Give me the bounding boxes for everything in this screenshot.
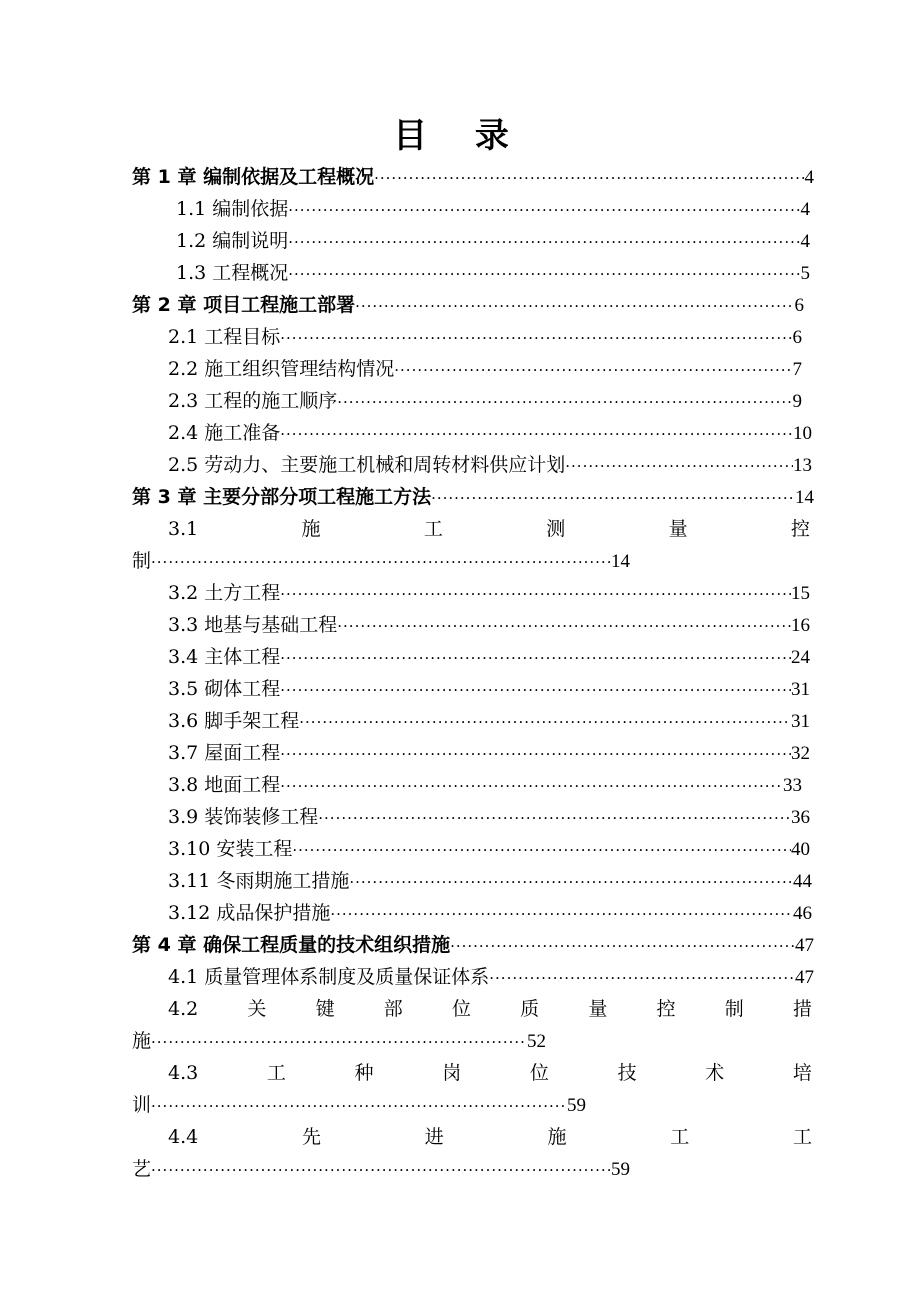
toc-entry-chapter-4[interactable] bbox=[132, 929, 814, 961]
toc-entry-label: 3.8 地面工程 bbox=[168, 774, 281, 796]
toc-entry-1-3[interactable] bbox=[176, 257, 810, 289]
toc-entry-page: 46 bbox=[793, 903, 812, 924]
dot-leader bbox=[280, 770, 783, 802]
toc-entry-3-9[interactable] bbox=[168, 801, 810, 833]
toc-entry-4-3-line2[interactable] bbox=[132, 1089, 586, 1121]
toc-entry-char: 测 bbox=[546, 518, 566, 540]
toc-entry-char: 施 bbox=[547, 1126, 567, 1148]
toc-entry-3-3[interactable] bbox=[168, 609, 810, 641]
toc-entry-page: 59 bbox=[611, 1159, 630, 1180]
toc-entry-label: 第 2 章 项目工程施工部署 bbox=[132, 294, 356, 316]
toc-entry-page: 31 bbox=[791, 711, 810, 732]
toc-entry-label: 1.2 编制说明 bbox=[176, 230, 289, 252]
toc-entry-page: 44 bbox=[793, 871, 812, 892]
dot-leader bbox=[288, 226, 800, 258]
toc-entry-page: 4 bbox=[804, 167, 814, 188]
dot-leader bbox=[330, 898, 793, 930]
dot-leader bbox=[151, 1026, 527, 1058]
dot-leader bbox=[280, 322, 792, 354]
toc-entry-label: 3.2 土方工程 bbox=[168, 582, 281, 604]
toc-entry-char: 位 bbox=[451, 998, 471, 1020]
toc-entry-label: 2.4 施工准备 bbox=[168, 422, 281, 444]
toc-entry-page: 52 bbox=[527, 1031, 546, 1052]
toc-entry-page: 36 bbox=[791, 807, 810, 828]
toc-entry-char: 量 bbox=[668, 518, 688, 540]
toc-entry-page: 4 bbox=[800, 231, 810, 252]
toc-entry-label: 3.7 屋面工程 bbox=[168, 742, 281, 764]
toc-entry-label: 3.12 成品保护措施 bbox=[168, 902, 331, 924]
toc-entry-3-4[interactable] bbox=[168, 641, 810, 673]
dot-leader bbox=[394, 354, 792, 386]
toc-entry-3-7[interactable] bbox=[168, 737, 810, 769]
toc-entry-char: 进 bbox=[424, 1126, 444, 1148]
toc-entry-3-5[interactable] bbox=[168, 673, 810, 705]
dot-leader bbox=[151, 1154, 611, 1186]
toc-entry-char: 岗 bbox=[442, 1062, 462, 1084]
dot-leader bbox=[318, 802, 791, 834]
toc-entry-char: 制 bbox=[724, 998, 744, 1020]
toc-entry-label: 3.6 脚手架工程 bbox=[168, 710, 300, 732]
toc-entry-2-3[interactable] bbox=[168, 385, 802, 417]
dot-leader bbox=[374, 162, 804, 194]
toc-entry-char: 技 bbox=[617, 1062, 637, 1084]
toc-entry-page: 5 bbox=[800, 263, 810, 284]
toc-entry-4-1[interactable] bbox=[168, 961, 814, 993]
toc-entry-char: 工 bbox=[266, 1062, 286, 1084]
toc-entry-page: 24 bbox=[791, 647, 810, 668]
toc-entry-char: 键 bbox=[315, 998, 335, 1020]
toc-entry-page: 13 bbox=[793, 455, 812, 476]
dot-leader bbox=[280, 674, 791, 706]
toc-entry-3-1-line2[interactable] bbox=[132, 545, 630, 577]
toc-entry-label: 1.3 工程概况 bbox=[176, 262, 289, 284]
toc-entry-label-continuation: 制 bbox=[132, 550, 152, 572]
dot-leader bbox=[337, 610, 791, 642]
toc-entry-3-8[interactable] bbox=[168, 769, 802, 801]
toc-entry-label: 2.5 劳动力、主要施工机械和周转材料供应计划 bbox=[168, 454, 566, 476]
toc-entry-1-1[interactable] bbox=[176, 193, 810, 225]
toc-entry-label: 第 3 章 主要分部分项工程施工方法 bbox=[132, 486, 432, 508]
toc-entry-char: 量 bbox=[588, 998, 608, 1020]
toc-entry-page: 31 bbox=[791, 679, 810, 700]
toc-entry-label-continuation: 训 bbox=[132, 1094, 152, 1116]
toc-entry-label: 2.2 施工组织管理结构情况 bbox=[168, 358, 395, 380]
toc-entry-1-2[interactable] bbox=[176, 225, 810, 257]
toc-entry-char: 位 bbox=[529, 1062, 549, 1084]
dot-leader bbox=[299, 706, 791, 738]
toc-entry-3-10[interactable] bbox=[168, 833, 810, 865]
toc-entry-label: 3.4 主体工程 bbox=[168, 646, 281, 668]
toc-entry-page: 47 bbox=[795, 967, 814, 988]
toc-entry-page: 59 bbox=[567, 1095, 586, 1116]
toc-entry-3-2[interactable] bbox=[168, 577, 810, 609]
toc-entry-char: 工 bbox=[792, 1126, 812, 1148]
toc-entry-label: 3.11 冬雨期施工措施 bbox=[168, 870, 350, 892]
dot-leader bbox=[565, 450, 793, 482]
toc-entry-page: 7 bbox=[792, 359, 802, 380]
toc-entry-label-continuation: 艺 bbox=[132, 1158, 152, 1180]
dot-leader bbox=[280, 578, 791, 610]
toc-entry-char: 措 bbox=[792, 998, 812, 1020]
dot-leader bbox=[288, 194, 800, 226]
toc-entry-4-4-line1[interactable] bbox=[168, 1121, 812, 1153]
dot-leader bbox=[349, 866, 793, 898]
toc-entry-2-2[interactable] bbox=[168, 353, 802, 385]
toc-entry-char: 培 bbox=[792, 1062, 812, 1084]
toc-entry-label: 2.1 工程目标 bbox=[168, 326, 281, 348]
toc-entry-label-continuation: 施 bbox=[132, 1030, 152, 1052]
toc-entry-char: 部 bbox=[383, 998, 403, 1020]
dot-leader bbox=[151, 546, 611, 578]
toc-entry-char: 种 bbox=[354, 1062, 374, 1084]
toc-entry-label: 1.1 编制依据 bbox=[176, 198, 289, 220]
dot-leader bbox=[337, 386, 792, 418]
toc-entry-page: 10 bbox=[793, 423, 812, 444]
toc-entry-2-1[interactable] bbox=[168, 321, 802, 353]
dot-leader bbox=[450, 930, 795, 962]
toc-entry-char: 术 bbox=[705, 1062, 725, 1084]
dot-leader bbox=[489, 962, 795, 994]
toc-entry-number: 4.3 bbox=[168, 1062, 199, 1084]
toc-entry-page: 6 bbox=[792, 327, 802, 348]
toc-entry-number: 3.1 bbox=[168, 518, 199, 540]
toc-entry-page: 9 bbox=[792, 391, 802, 412]
toc-entry-4-4-line2[interactable] bbox=[132, 1153, 630, 1185]
toc-entry-2-4[interactable] bbox=[168, 417, 812, 449]
toc-entry-page: 40 bbox=[791, 839, 810, 860]
dot-leader bbox=[280, 738, 791, 770]
toc-entry-label: 第 1 章 编制依据及工程概况 bbox=[132, 166, 375, 188]
toc-entry-label: 2.3 工程的施工顺序 bbox=[168, 390, 338, 412]
toc-entry-chapter-3[interactable] bbox=[132, 481, 814, 513]
toc-entry-char: 工 bbox=[670, 1126, 690, 1148]
toc-entry-page: 15 bbox=[791, 583, 810, 604]
toc-entry-page: 14 bbox=[795, 487, 814, 508]
toc-entry-label: 3.9 装饰装修工程 bbox=[168, 806, 319, 828]
toc-entry-page: 32 bbox=[791, 743, 810, 764]
toc-entry-4-3-line1[interactable] bbox=[168, 1057, 812, 1089]
dot-leader bbox=[355, 290, 794, 322]
toc-entry-3-12[interactable] bbox=[168, 897, 812, 929]
dot-leader bbox=[431, 482, 795, 514]
toc-entry-page: 4 bbox=[800, 199, 810, 220]
dot-leader bbox=[292, 834, 791, 866]
toc-entry-3-6[interactable] bbox=[168, 705, 810, 737]
toc-entry-label: 3.3 地基与基础工程 bbox=[168, 614, 338, 636]
toc-entry-label: 3.5 砌体工程 bbox=[168, 678, 281, 700]
toc-entry-label: 第 4 章 确保工程质量的技术组织措施 bbox=[132, 934, 451, 956]
toc-entry-char: 控 bbox=[656, 998, 676, 1020]
toc-entry-page: 33 bbox=[783, 775, 802, 796]
toc-entry-4-2-line2[interactable] bbox=[132, 1025, 546, 1057]
dot-leader bbox=[288, 258, 800, 290]
toc-entry-char: 先 bbox=[301, 1126, 321, 1148]
toc-entry-chapter-2[interactable] bbox=[132, 289, 804, 321]
dot-leader bbox=[280, 418, 793, 450]
toc-entry-number: 4.2 bbox=[168, 998, 199, 1020]
toc-entry-3-11[interactable] bbox=[168, 865, 812, 897]
toc-entry-3-1-line1[interactable] bbox=[168, 513, 810, 545]
toc-entry-char: 控 bbox=[790, 518, 810, 540]
toc-entry-chapter-1[interactable] bbox=[132, 161, 814, 193]
toc-entry-label: 3.10 安装工程 bbox=[168, 838, 293, 860]
toc-entry-char: 工 bbox=[423, 518, 443, 540]
dot-leader bbox=[151, 1090, 567, 1122]
toc-entry-2-5[interactable] bbox=[168, 449, 812, 481]
toc-entry-char: 施 bbox=[301, 518, 321, 540]
toc-entry-label: 4.1 质量管理体系制度及质量保证体系 bbox=[168, 966, 490, 988]
toc-title: 目 录 bbox=[393, 116, 527, 156]
toc-entry-4-2-line1[interactable] bbox=[168, 993, 812, 1025]
toc-entry-page: 6 bbox=[794, 295, 804, 316]
toc-entry-page: 47 bbox=[795, 935, 814, 956]
toc-entry-page: 16 bbox=[791, 615, 810, 636]
toc-entry-char: 关 bbox=[247, 998, 267, 1020]
toc-entry-char: 质 bbox=[520, 998, 540, 1020]
dot-leader bbox=[280, 642, 791, 674]
toc-entry-page: 14 bbox=[611, 551, 630, 572]
toc-entry-number: 4.4 bbox=[168, 1126, 199, 1148]
